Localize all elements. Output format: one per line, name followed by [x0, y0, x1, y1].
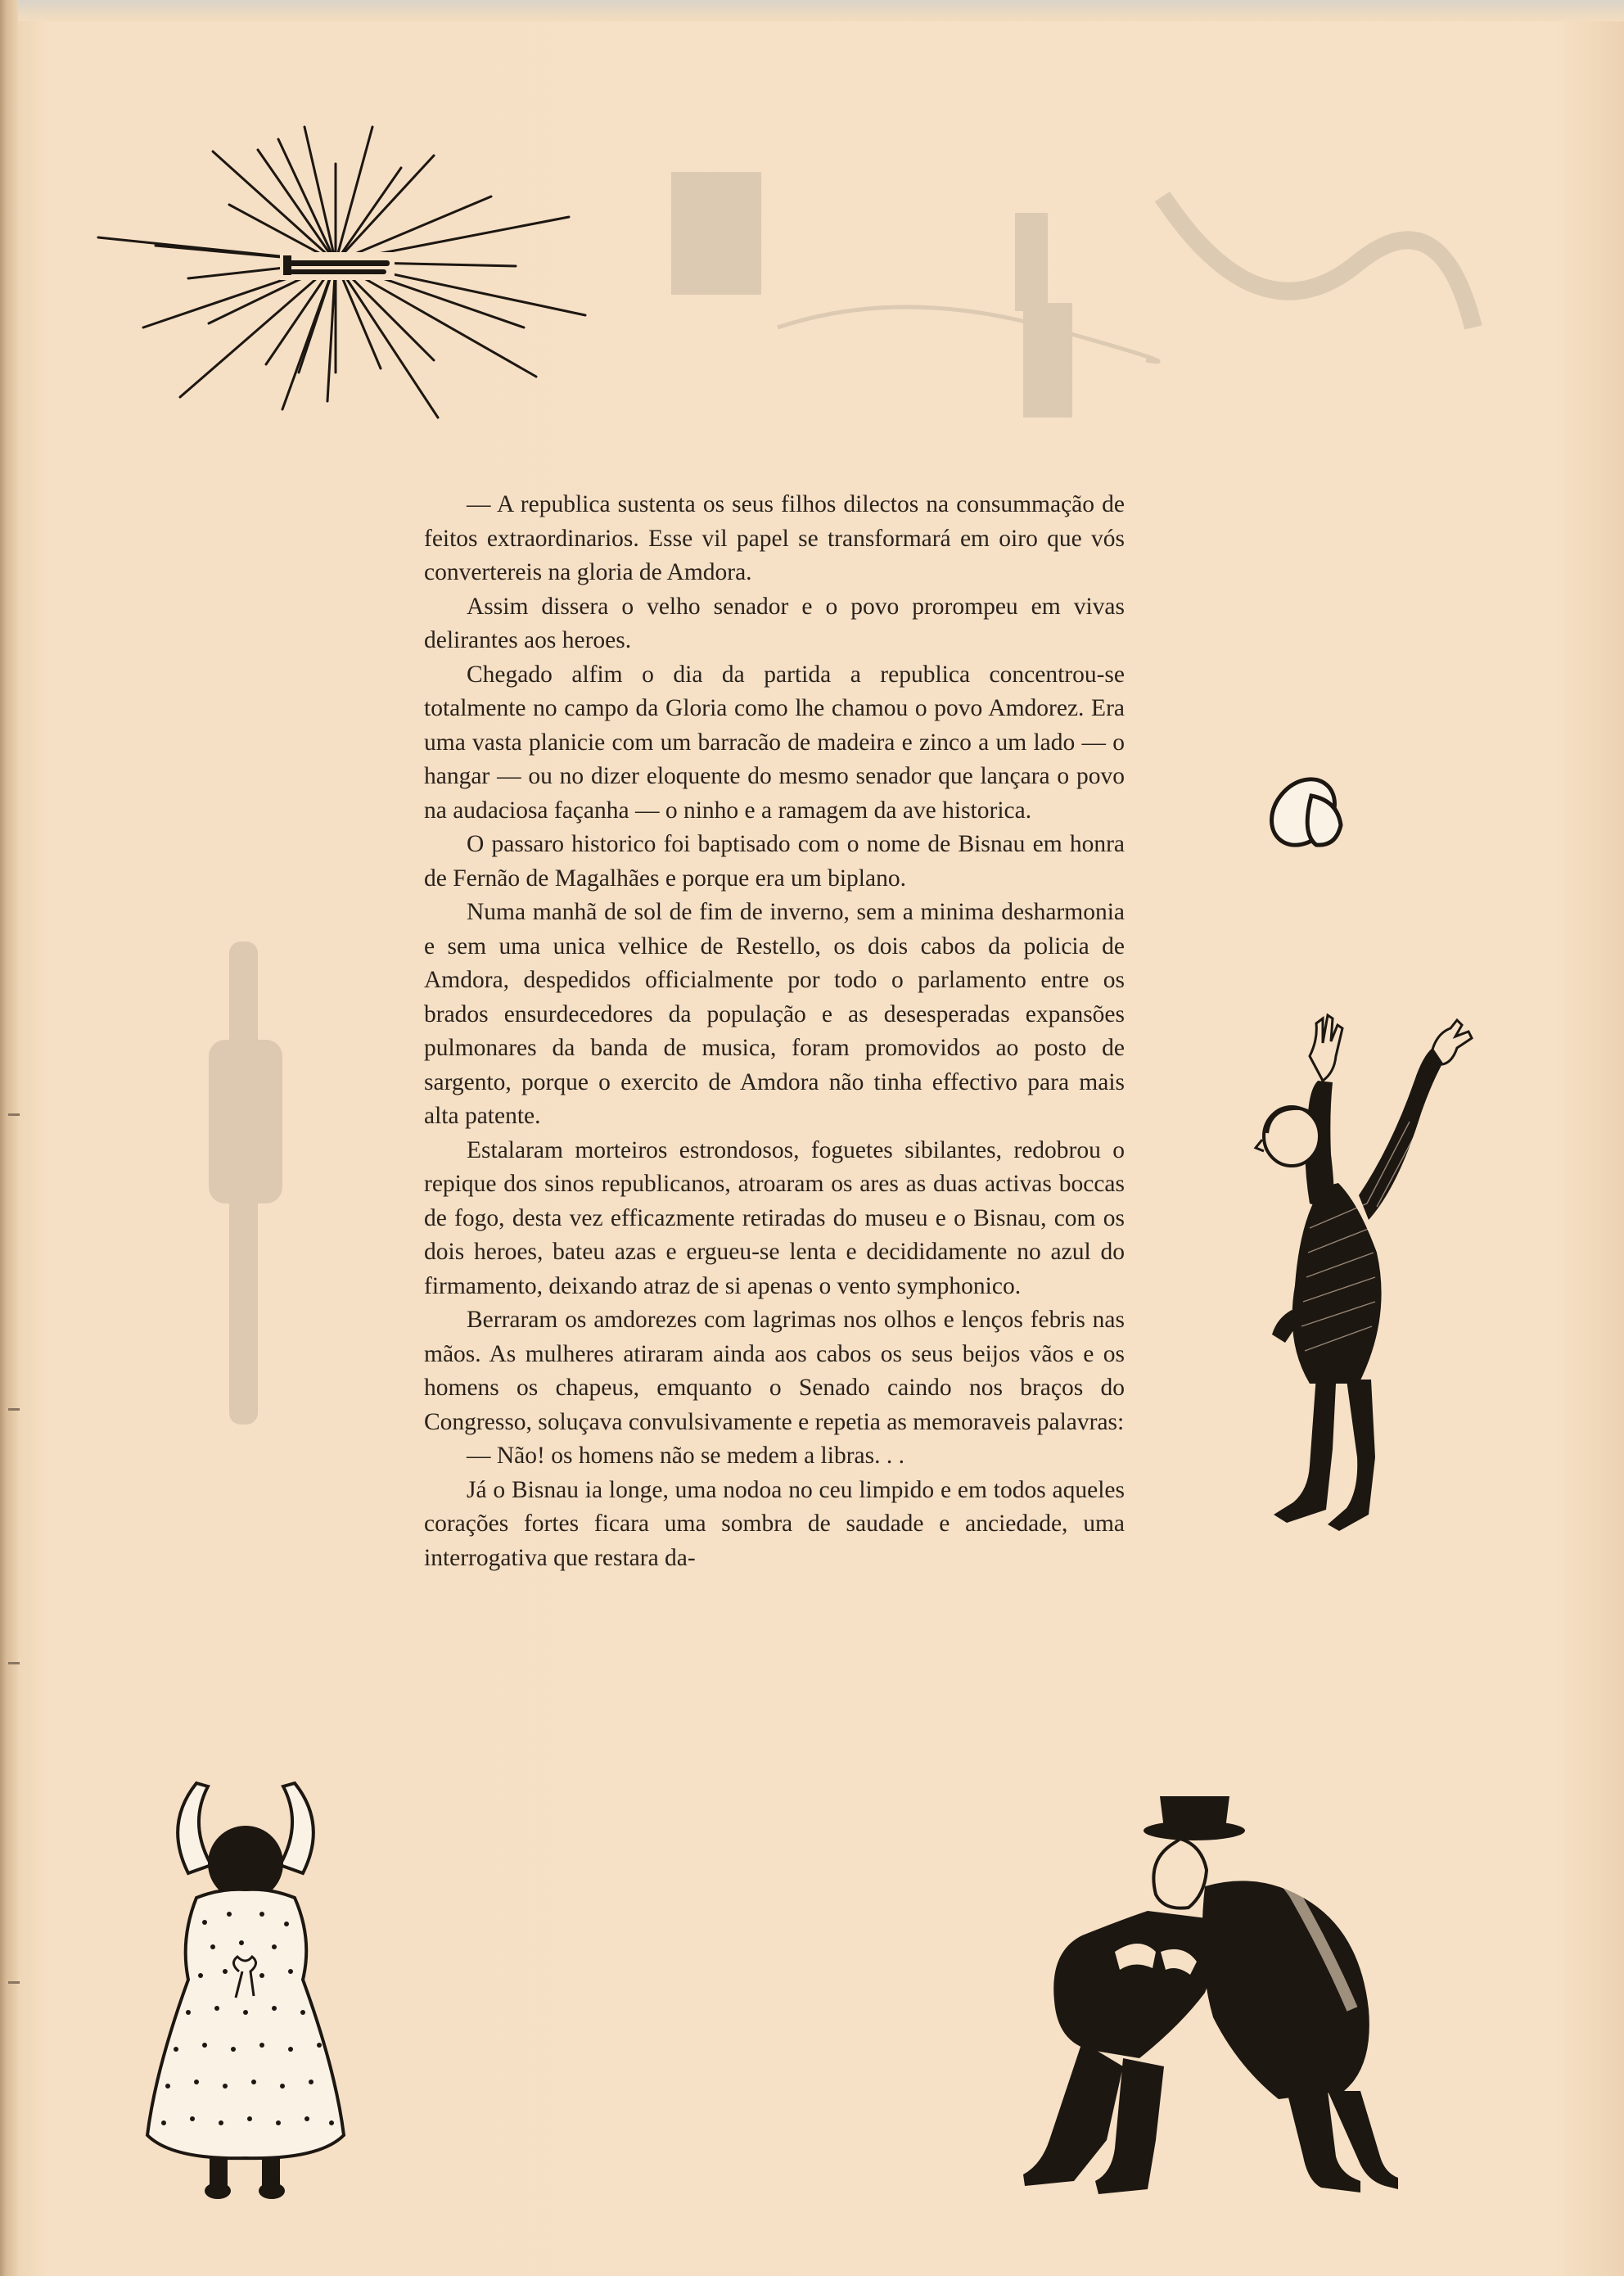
embracing-men-illustration: [1017, 1796, 1401, 2206]
paragraph: — A republica sustenta os seus filhos dilectos na consummação de feitos extraordinarios. Esse vil papel se transformará em oiro que vós convertereis na gloria de Amdora.: [424, 491, 1125, 585]
bleed-through-sketch: [655, 164, 1162, 475]
book-spine: [0, 0, 18, 2276]
flying-hat-illustration: [1262, 768, 1354, 860]
stitch-mark: [8, 1408, 20, 1411]
bleed-through-sketch: [1146, 164, 1490, 458]
paragraph: Estalaram morteiros estrondosos, foguetes sibilantes, redobrou o repique dos sinos republicanos, atroaram os ares as duas activas boccas de fogo, desta vez efficazmente retiradas do museu e o Bisnau, com os dois heroes, bateu azas e ergueu-se lenta e decididamente no azul do firmamento, deixando atraz de si apenas o vento symphonico.: [424, 1136, 1125, 1299]
body-text: [424, 488, 1125, 1575]
sunburst-plane-illustration: [90, 115, 598, 426]
cheering-man-illustration: [1195, 958, 1473, 1539]
paragraph: — Não! os homens não se medem a libras. . .: [467, 1443, 904, 1469]
stitch-mark: [8, 1981, 20, 1984]
paragraph: Chegado alfim o dia da partida a republica concentrou-se totalmente no campo da Gloria como lhe chamou o povo Amdorez. Era uma vasta planicie com um barracão de madeira e zinco a um lado — o hangar — ou no dizer eloquente do mesmo senador que lançara o povo na audaciosa façanha — o ninho e a ramagem da ave historica.: [424, 661, 1125, 824]
stitch-mark: [8, 1662, 20, 1664]
paragraph: Berraram os amdorezes com lagrimas nos olhos e lenços febris nas mãos. As mulheres atiraram ainda aos cabos os seus beijos vãos e os homens os chapeus, emquanto o Senado caindo nos braços do Congresso, soluçava convulsivamente e repetia as memoraveis palavras:: [424, 1307, 1125, 1435]
paragraph: O passaro historico foi baptisado com o nome de Bisnau em honra de Fernão de Magalhães e porque era um biplano.: [424, 831, 1125, 892]
stitch-mark: [8, 1113, 20, 1116]
bleed-through-figure: [196, 942, 295, 1425]
paragraph: Já o Bisnau ia longe, uma nodoa no ceu limpido e em todos aqueles corações fortes ficara uma sombra de saudade e anciedade, uma interrogativa que restara da-: [424, 1476, 1125, 1571]
paragraph: Numa manhã de sol de fim de inverno, sem a minima desharmonia e sem uma unica velhice de Restello, os dois cabos da policia de Amdora, despedidos officialmente por todo o parlamento entre os brados ensurdecedores da população e as desesperadas expansões pulmonares da banda de musica, foram promovidos ao posto de sargento, porque o exercito de Amdora não tinha effectivo para mais alta patente.: [424, 899, 1125, 1129]
page-top-edge: [0, 0, 1624, 21]
paragraph: Assim dissera o velho senador e o povo prorompeu em vivas delirantes aos heroes.: [424, 593, 1125, 653]
girl-in-dotted-dress-illustration: [139, 1775, 352, 2201]
